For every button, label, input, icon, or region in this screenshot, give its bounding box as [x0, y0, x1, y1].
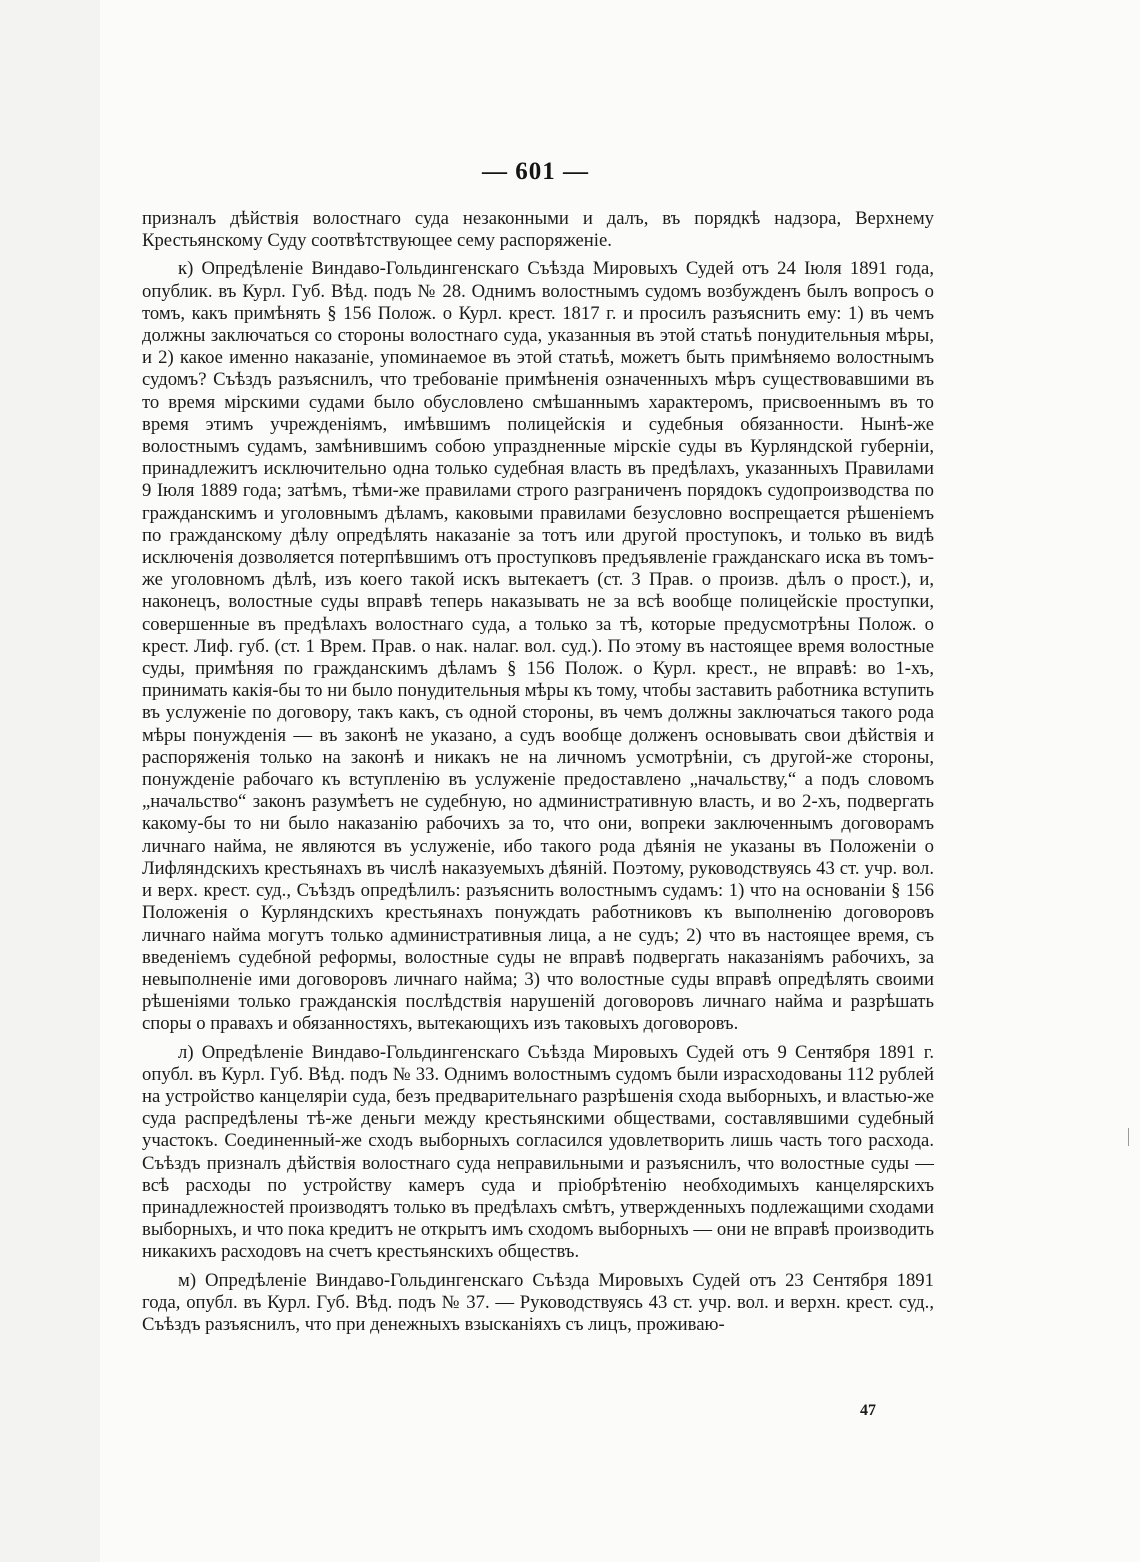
- paragraph-k: к) Опредѣленіе Виндаво-Гольдингенскаго Съѣзда Мировыхъ Судей отъ 24 Іюля 1891 года, опублик. въ Курл. Губ. Вѣд. подъ № 28. Однимъ волостнымъ судомъ возбужденъ былъ вопросъ о томъ, какъ примѣнять § 156 Полож. о Курл. крест. 1817 г. и просилъ разъяснить ему: 1) въ чемъ должны заключаться со стороны волостнаго суда, указанныя въ этой статьѣ понудительныя мѣры, и 2) какое именно наказаніе, упоминаемое въ этой статьѣ, можетъ быть примѣняемо волостнымъ судомъ? Съѣздъ разъяснилъ, что требованіе примѣненія означенныхъ мѣръ существовавшими въ то время мірскими судами было обусловлено смѣшаннымъ характеромъ, присвоеннымъ въ то время этимъ учрежденіямъ, имѣвшимъ полицейскія и судебныя обязанности. Нынѣ-же волостнымъ судамъ, замѣнившимъ собою упраздненные мірскіе суды въ Курляндской губерніи, принадлежитъ исключительно одна только судебная власть въ предѣлахъ, указанныхъ Правилами 9 Іюля 1889 года; затѣмъ, тѣми-же правилами строго разграниченъ порядокъ судопроизводства по гражданскимъ и уголовнымъ дѣламъ, каковыми правилами безусловно воспрещается рѣшеніемъ по гражданскому дѣлу опредѣлять наказаніе за тотъ или другой проступокъ, и только въ видѣ исключенія дозволяется потерпѣвшимъ отъ проступковъ предъявленіе гражданскаго иска въ томъ-же уголовномъ дѣлѣ, изъ коего такой искъ вытекаетъ (ст. 3 Прав. о произв. дѣлъ о прост.), и, наконецъ, волостные суды вправѣ теперь наказывать не за всѣ вообще полицейскіе проступки, совершенные въ предѣлахъ волостнаго суда, а только за тѣ, которые предусмотрѣны Полож. о крест. Лиф. губ. (ст. 1 Врем. Прав. о нак. налаг. вол. суд.). По этому въ настоящее время волостные суды, примѣняя по гражданскимъ дѣламъ § 156 Полож. о Курл. крест., не вправѣ: во 1-хъ, принимать какія-бы то ни было понудительныя мѣры къ тому, чтобы заставить работника вступить въ услуженіе по договору, такъ какъ, съ одной стороны, въ чемъ должны заключаться такого рода мѣры понужденія — въ законѣ не указано, а судъ вообще долженъ основывать свои дѣйствія и распоряженія только на законѣ и никакъ не на личномъ усмотрѣніи, съ другой-же стороны, понужденіе рабочаго къ вступленію въ услуженіе предоставлено „начальству,“ а подъ словомъ „начальство“ законъ разумѣетъ не судебную, но административную власть, и во 2-хъ, подвергать какому-бы то ни было наказанію рабочихъ за то, что они, вопреки заключеннымъ договорамъ личнаго найма, не являются въ услуженіе, ибо такого рода дѣянія не указаны въ Положеніи о Лифляндскихъ крестьянахъ въ числѣ наказуемыхъ дѣяній. Поэтому, руководствуясь 43 ст. учр. вол. и верх. крест. суд., Съѣздъ опредѣлилъ: разъяснить волостнымъ судамъ: 1) что на основаніи § 156 Положенія о Курляндскихъ крестьянахъ понуждать работниковъ къ выполненію договоровъ личнаго найма могутъ только административныя лица, а не судъ; 2) что въ настоящее время, съ введеніемъ судебной реформы, волостные суды не вправѣ подвергать наказаніямъ рабочихъ, за невыполненіе ими договоровъ личнаго найма; 3) что волостные суды вправѣ опредѣлять своими рѣшеніями только гражданскія послѣдствія нарушеній договоровъ личнаго найма и разрѣшать споры о правахъ и обязанностяхъ, вытекающихъ изъ таковыхъ договоровъ.: [142, 258, 934, 1035]
- signature-mark: 47: [860, 1402, 876, 1419]
- margin-mark: [1128, 1128, 1129, 1146]
- page-number: — 601 —: [482, 158, 589, 185]
- paragraph-l: л) Опредѣленіе Виндаво-Гольдингенскаго Съѣзда Мировыхъ Судей отъ 9 Сентября 1891 г. опубл. въ Курл. Губ. Вѣд. подъ № 33. Однимъ волостнымъ судомъ были израсходованы 112 рублей на устройство канцеляріи суда, безъ предварительнаго разрѣшенія схода выборныхъ, и властью-же суда распредѣлены тѣ-же деньги между крестьянскими обществами, составлявшими судебный участокъ. Соединенный-же сходъ выборныхъ согласился удовлетворить лишь часть того расхода. Съѣздъ призналъ дѣйствія волостнаго суда неправильными и разъяснилъ, что волостные суды — всѣ расходы по устройству камеръ суда и пріобрѣтенію необходимыхъ канцелярскихъ принадлежностей производятъ только въ предѣлахъ смѣтъ, утвержденныхъ подлежащими сходами выборныхъ, и что пока кредитъ не открытъ имъ сходомъ выборныхъ — они не вправѣ производить никакихъ расходовъ на счетъ крестьянскихъ обществъ.: [142, 1041, 934, 1263]
- paragraph-m: м) Опредѣленіе Виндаво-Гольдингенскаго Съѣзда Мировыхъ Судей отъ 23 Сентября 1891 года, опубл. въ Курл. Губ. Вѣд. подъ № 37. — Руководствуясь 43 ст. учр. вол. и верхн. крест. суд., Съѣздъ разъяснилъ, что при денежныхъ взысканіяхъ съ лицъ, проживаю-: [142, 1269, 934, 1335]
- document-body: [142, 208, 934, 1336]
- paragraph-intro: призналъ дѣйствія волостнаго суда незаконными и далъ, въ порядкѣ надзора, Верхнему Крестьянскому Суду соотвѣтствующее сему распоряженіе.: [142, 208, 934, 252]
